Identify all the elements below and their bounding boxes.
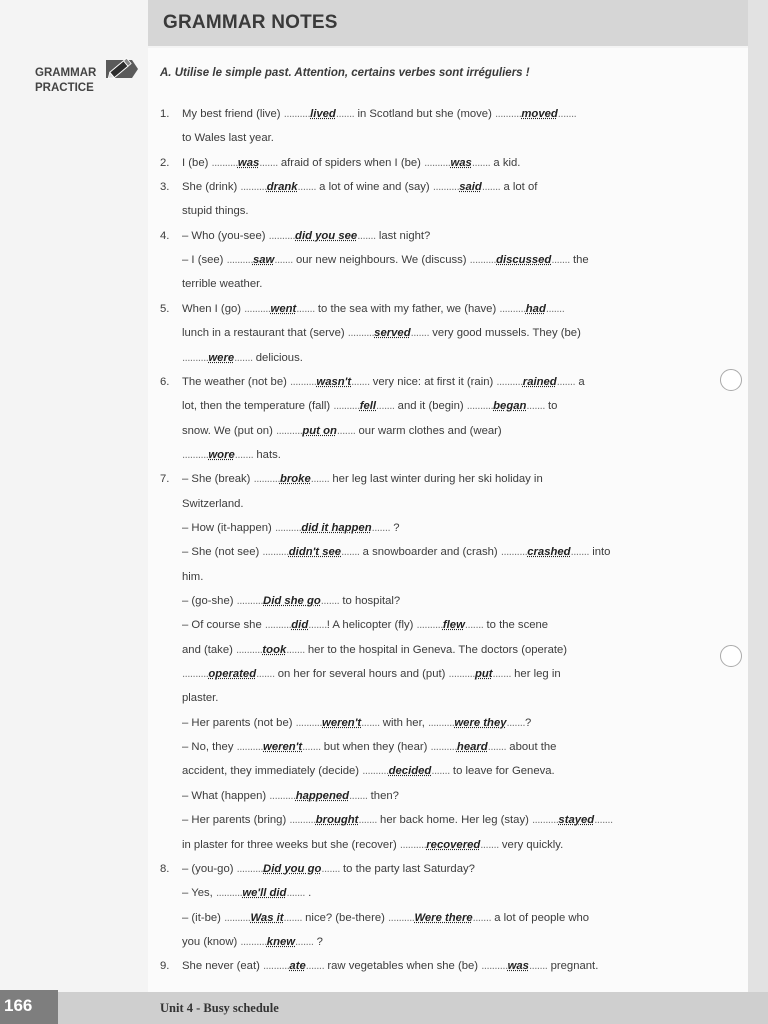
sentence-text: into bbox=[589, 546, 611, 558]
blank-trailer: ....... bbox=[321, 863, 340, 875]
blank-leader: .......... bbox=[432, 181, 460, 193]
blank-trailer: ....... bbox=[295, 936, 314, 948]
section-label-line1: GRAMMAR bbox=[35, 67, 97, 79]
blank-trailer: ....... bbox=[358, 814, 377, 826]
answer-blank[interactable]: began bbox=[493, 400, 527, 412]
exercise-line bbox=[182, 692, 218, 704]
blank-leader: .......... bbox=[182, 352, 209, 364]
blank-leader: .......... bbox=[499, 303, 526, 315]
answer-blank[interactable]: stayed bbox=[558, 814, 595, 826]
exercise-line bbox=[182, 157, 520, 169]
blank-leader: .......... bbox=[416, 619, 443, 631]
sentence-text: then? bbox=[367, 790, 399, 802]
answer-blank[interactable]: put bbox=[474, 668, 493, 680]
blank-trailer: ....... bbox=[234, 449, 254, 461]
blank-leader: .......... bbox=[268, 230, 296, 242]
blank-leader: .......... bbox=[224, 912, 251, 924]
blank-leader: .......... bbox=[182, 449, 209, 461]
blank-leader: .......... bbox=[290, 376, 317, 388]
header-margin bbox=[0, 0, 148, 46]
answer-blank[interactable]: Did you go bbox=[263, 863, 322, 875]
answer-blank[interactable]: didn't see bbox=[288, 546, 342, 558]
blank-trailer: ....... bbox=[297, 181, 317, 193]
blank-trailer: ....... bbox=[556, 376, 576, 388]
blank-trailer: ....... bbox=[357, 230, 376, 242]
exercise-line bbox=[182, 644, 567, 656]
sentence-text: and (take) bbox=[182, 644, 237, 656]
sentence-text: but when they (hear) bbox=[320, 741, 431, 753]
sentence-text: terrible weather. bbox=[182, 278, 263, 290]
answer-blank[interactable]: happened bbox=[295, 790, 350, 802]
sentence-text: . bbox=[304, 887, 312, 899]
answer-blank[interactable]: were they bbox=[454, 717, 507, 729]
sentence-text: When I (go) bbox=[182, 303, 245, 315]
exercise-line bbox=[182, 108, 576, 120]
blank-trailer: ....... bbox=[594, 814, 613, 826]
sentence-text: very good mussels. They (be) bbox=[429, 327, 581, 339]
blank-leader: .......... bbox=[253, 473, 280, 485]
blank-leader: .......... bbox=[424, 157, 451, 169]
blank-leader: .......... bbox=[240, 181, 267, 193]
sentence-text: last night? bbox=[375, 230, 431, 242]
blank-leader: .......... bbox=[430, 741, 457, 753]
exercise-line bbox=[182, 254, 589, 266]
sentence-text: plaster. bbox=[182, 692, 219, 704]
item-number: 7. bbox=[160, 473, 170, 485]
sentence-text: My best friend (live) bbox=[182, 108, 284, 120]
item-number: 6. bbox=[160, 376, 170, 388]
exercise-line bbox=[182, 205, 249, 217]
blank-leader: .......... bbox=[275, 425, 303, 437]
sentence-text: her to the hospital in Geneva. The doctors (operate) bbox=[304, 644, 568, 656]
blank-leader: .......... bbox=[466, 400, 494, 412]
sentence-text: – Yes, bbox=[182, 887, 216, 899]
sentence-text: hats. bbox=[253, 449, 281, 461]
exercise-line bbox=[182, 376, 585, 388]
answer-blank[interactable]: flew bbox=[442, 619, 465, 631]
exercise-line bbox=[182, 327, 581, 339]
blank-leader: .......... bbox=[500, 546, 528, 558]
blank-leader: .......... bbox=[295, 717, 323, 729]
sentence-text: – Who (you-see) bbox=[182, 230, 269, 242]
blank-trailer: ....... bbox=[557, 108, 577, 120]
sentence-text: a kid. bbox=[490, 157, 521, 169]
exercise-line bbox=[182, 400, 557, 412]
blank-trailer: ....... bbox=[570, 546, 590, 558]
unit-title: Unit 4 - Busy schedule bbox=[160, 1001, 279, 1015]
blank-trailer: ....... bbox=[310, 473, 330, 485]
blank-trailer: ....... bbox=[526, 400, 545, 412]
exercise-line bbox=[182, 887, 311, 899]
answer-blank[interactable]: was bbox=[507, 960, 529, 972]
sentence-text: ? bbox=[525, 717, 532, 729]
sentence-text: The weather (not be) bbox=[182, 376, 291, 388]
answer-blank[interactable]: broke bbox=[279, 473, 311, 485]
sentence-text: afraid of spiders when I (be) bbox=[277, 157, 425, 169]
answer-blank[interactable]: Were there bbox=[414, 912, 473, 924]
answer-blank[interactable]: moved bbox=[521, 108, 558, 120]
sentence-text: to the scene bbox=[483, 619, 549, 631]
sentence-text: and it (begin) bbox=[394, 400, 467, 412]
answer-blank[interactable]: had bbox=[525, 303, 546, 315]
sentence-text: – Of course she bbox=[182, 619, 265, 631]
sentence-text: – She (not see) bbox=[182, 546, 263, 558]
blank-trailer: ....... bbox=[464, 619, 484, 631]
blank-trailer: ....... bbox=[361, 717, 380, 729]
exercise-line bbox=[182, 936, 323, 948]
blank-leader: .......... bbox=[496, 376, 523, 388]
sentence-text: our warm clothes and (wear) bbox=[355, 425, 502, 437]
blank-trailer: ....... bbox=[302, 741, 321, 753]
page-number: 166 bbox=[0, 990, 58, 1024]
blank-leader: .......... bbox=[215, 887, 243, 899]
sentence-text: her leg last winter during her ski holiday in bbox=[329, 473, 543, 485]
answer-blank[interactable]: did it happen bbox=[301, 522, 372, 534]
blank-leader: .......... bbox=[236, 863, 264, 875]
sentence-text: – I (see) bbox=[182, 254, 227, 266]
sentence-text: snow. We (put on) bbox=[182, 425, 276, 437]
answer-blank[interactable]: operated bbox=[208, 668, 257, 680]
blank-leader: .......... bbox=[264, 619, 292, 631]
sentence-text: ! A helicopter (fly) bbox=[326, 619, 417, 631]
blank-trailer: ....... bbox=[351, 376, 370, 388]
sentence-text: our new neighbours. We (discuss) bbox=[292, 254, 470, 266]
answer-blank[interactable]: fell bbox=[359, 400, 377, 412]
pencil-icon bbox=[102, 52, 138, 86]
item-number: 1. bbox=[160, 108, 170, 120]
footer-band bbox=[0, 992, 768, 1024]
exercise-line bbox=[182, 595, 400, 607]
blank-leader: .......... bbox=[211, 157, 238, 169]
sentence-text: to Wales last year. bbox=[182, 132, 274, 144]
sentence-text: pregnant. bbox=[547, 960, 599, 972]
blank-trailer: ....... bbox=[431, 765, 450, 777]
sentence-text: to leave for Geneva. bbox=[449, 765, 555, 777]
sentence-text: her leg in bbox=[511, 668, 561, 680]
blank-trailer: ....... bbox=[286, 887, 305, 899]
exercise-line bbox=[182, 230, 430, 242]
sentence-text: the bbox=[569, 254, 589, 266]
blank-trailer: ....... bbox=[234, 352, 253, 364]
sentence-text: on her for several hours and (put) bbox=[274, 668, 449, 680]
sentence-text: about the bbox=[506, 741, 557, 753]
exercise-line bbox=[182, 352, 303, 364]
answer-blank[interactable]: were bbox=[208, 352, 235, 364]
answer-blank[interactable]: recovered bbox=[426, 839, 481, 851]
sentence-text: a bbox=[575, 376, 585, 388]
exercise-instruction: A. Utilise le simple past. Attention, certains verbes sont irréguliers ! bbox=[160, 67, 530, 79]
blank-leader: .......... bbox=[362, 765, 389, 777]
answer-blank[interactable]: took bbox=[262, 644, 287, 656]
sentence-text: – What (happen) bbox=[182, 790, 270, 802]
blank-trailer: ....... bbox=[308, 619, 327, 631]
section-label-line2: PRACTICE bbox=[35, 82, 94, 94]
item-number: 3. bbox=[160, 181, 170, 193]
blank-leader: .......... bbox=[262, 546, 289, 558]
sentence-text: a lot of people who bbox=[491, 912, 590, 924]
exercise-line bbox=[182, 278, 262, 290]
blank-leader: .......... bbox=[274, 522, 302, 534]
blank-leader: .......... bbox=[236, 595, 264, 607]
answer-blank[interactable]: lived bbox=[310, 108, 336, 120]
sentence-text: – Her parents (bring) bbox=[182, 814, 290, 826]
answer-blank[interactable]: drank bbox=[266, 181, 298, 193]
sentence-text: – (go-she) bbox=[182, 595, 237, 607]
binder-hole-top bbox=[720, 369, 742, 391]
exercise-line bbox=[182, 668, 561, 680]
answer-blank[interactable]: we'll did bbox=[242, 887, 287, 899]
blank-trailer: ....... bbox=[274, 254, 293, 266]
sentence-text: a lot of bbox=[500, 181, 538, 193]
blank-trailer: ....... bbox=[545, 303, 565, 315]
item-number: 5. bbox=[160, 303, 170, 315]
answer-blank[interactable]: weren't bbox=[322, 717, 362, 729]
exercise-line bbox=[182, 863, 475, 875]
sentence-text: in plaster for three weeks but she (recover) bbox=[182, 839, 400, 851]
sentence-text: delicious. bbox=[252, 352, 303, 364]
exercise-line bbox=[182, 790, 399, 802]
exercise-line bbox=[182, 498, 244, 510]
answer-blank[interactable]: was bbox=[450, 157, 472, 169]
answer-blank[interactable]: Was it bbox=[250, 912, 284, 924]
sentence-text: – (you-go) bbox=[182, 863, 237, 875]
sentence-text: to the sea with my father, we (have) bbox=[314, 303, 500, 315]
page-edge-shadow bbox=[748, 0, 768, 1024]
answer-blank[interactable]: wasn't bbox=[316, 376, 352, 388]
sentence-text: lot, then the temperature (fall) bbox=[182, 400, 334, 412]
blank-leader: .......... bbox=[399, 839, 427, 851]
answer-blank[interactable]: crashed bbox=[527, 546, 571, 558]
blank-leader: .......... bbox=[182, 668, 209, 680]
exercise-line bbox=[182, 132, 274, 144]
exercise-line bbox=[182, 303, 564, 315]
sentence-text: I (be) bbox=[182, 157, 212, 169]
blank-trailer: ....... bbox=[296, 303, 315, 315]
sentence-text: – She (break) bbox=[182, 473, 254, 485]
blank-leader: .......... bbox=[226, 254, 253, 266]
blank-leader: .......... bbox=[532, 814, 559, 826]
exercise-line bbox=[182, 546, 610, 558]
sentence-text: to bbox=[544, 400, 558, 412]
blank-leader: .......... bbox=[388, 912, 415, 924]
sentence-text: – Her parents (not be) bbox=[182, 717, 296, 729]
blank-leader: .......... bbox=[347, 327, 375, 339]
section-label bbox=[35, 66, 96, 96]
blank-leader: .......... bbox=[236, 644, 263, 656]
blank-trailer: ....... bbox=[528, 960, 548, 972]
blank-trailer: ....... bbox=[259, 157, 278, 169]
blank-trailer: ....... bbox=[410, 327, 430, 339]
exercise-line bbox=[182, 960, 598, 972]
exercise-line bbox=[182, 619, 548, 631]
sentence-text: to hospital? bbox=[339, 595, 401, 607]
blank-leader: .......... bbox=[481, 960, 508, 972]
sentence-text: ? bbox=[313, 936, 323, 948]
item-number: 2. bbox=[160, 157, 170, 169]
page-title: GRAMMAR NOTES bbox=[163, 12, 338, 33]
blank-leader: .......... bbox=[283, 108, 311, 120]
sentence-text: stupid things. bbox=[182, 205, 249, 217]
sentence-text: Switzerland. bbox=[182, 498, 244, 510]
answer-blank[interactable]: did you see bbox=[295, 230, 358, 242]
sentence-text: – How (it-happen) bbox=[182, 522, 275, 534]
exercise-line bbox=[182, 449, 281, 461]
sentence-text: – No, they bbox=[182, 741, 237, 753]
sentence-text: very quickly. bbox=[498, 839, 564, 851]
exercise-line bbox=[182, 741, 556, 753]
blank-trailer: ....... bbox=[286, 644, 305, 656]
exercise-line bbox=[182, 473, 543, 485]
sentence-text: raw vegetables when she (be) bbox=[324, 960, 482, 972]
sentence-text: her back home. Her leg (stay) bbox=[376, 814, 533, 826]
sentence-text: nice? (be-there) bbox=[302, 912, 389, 924]
blank-trailer: ....... bbox=[551, 254, 570, 266]
answer-blank[interactable]: decided bbox=[388, 765, 432, 777]
blank-leader: .......... bbox=[269, 790, 296, 802]
blank-leader: .......... bbox=[240, 936, 267, 948]
sentence-text: him. bbox=[182, 571, 204, 583]
exercise-line bbox=[182, 912, 589, 924]
blank-trailer: ....... bbox=[320, 595, 340, 607]
answer-blank[interactable]: was bbox=[237, 157, 260, 169]
sentence-text: you (know) bbox=[182, 936, 241, 948]
answer-blank[interactable]: rained bbox=[522, 376, 557, 388]
blank-trailer: ....... bbox=[472, 912, 492, 924]
blank-leader: .......... bbox=[494, 108, 522, 120]
answer-blank[interactable]: said bbox=[459, 181, 482, 193]
sentence-text: accident, they immediately (decide) bbox=[182, 765, 363, 777]
exercise-line bbox=[182, 765, 555, 777]
answer-blank[interactable]: went bbox=[270, 303, 297, 315]
answer-blank[interactable]: heard bbox=[456, 741, 488, 753]
blank-leader: .......... bbox=[448, 668, 475, 680]
answer-blank[interactable]: served bbox=[374, 327, 411, 339]
header-band bbox=[0, 0, 768, 46]
exercise-line bbox=[182, 522, 400, 534]
sentence-text: very nice: at first it (rain) bbox=[369, 376, 497, 388]
answer-blank[interactable]: ate bbox=[289, 960, 306, 972]
blank-trailer: ....... bbox=[480, 839, 499, 851]
blank-trailer: ....... bbox=[283, 912, 303, 924]
answer-blank[interactable]: did bbox=[291, 619, 309, 631]
blank-leader: .......... bbox=[289, 814, 316, 826]
blank-trailer: ....... bbox=[349, 790, 368, 802]
sentence-text: a lot of wine and (say) bbox=[316, 181, 433, 193]
sentence-text: She never (eat) bbox=[182, 960, 264, 972]
answer-blank[interactable]: weren't bbox=[263, 741, 303, 753]
blank-leader: .......... bbox=[428, 717, 455, 729]
sentence-text: ? bbox=[390, 522, 400, 534]
answer-blank[interactable]: saw bbox=[252, 254, 275, 266]
answer-blank[interactable]: wore bbox=[208, 449, 235, 461]
blank-trailer: ....... bbox=[336, 425, 356, 437]
blank-leader: .......... bbox=[244, 303, 271, 315]
binder-hole-bottom bbox=[720, 645, 742, 667]
blank-trailer: ....... bbox=[492, 668, 511, 680]
blank-trailer: ....... bbox=[506, 717, 525, 729]
blank-trailer: ....... bbox=[471, 157, 491, 169]
item-number: 8. bbox=[160, 863, 170, 875]
sentence-text: lunch in a restaurant that (serve) bbox=[182, 327, 348, 339]
exercise-line bbox=[182, 814, 613, 826]
answer-blank[interactable]: put on bbox=[302, 425, 337, 437]
answer-blank[interactable]: knew bbox=[266, 936, 296, 948]
answer-blank[interactable]: discussed bbox=[496, 254, 552, 266]
blank-trailer: ....... bbox=[256, 668, 275, 680]
sentence-text: She (drink) bbox=[182, 181, 241, 193]
exercise-line bbox=[182, 717, 531, 729]
blank-trailer: ....... bbox=[305, 960, 325, 972]
sentence-text: – (it-be) bbox=[182, 912, 225, 924]
item-number: 4. bbox=[160, 230, 170, 242]
item-number: 9. bbox=[160, 960, 170, 972]
blank-leader: .......... bbox=[236, 741, 264, 753]
exercise-line bbox=[182, 571, 203, 583]
blank-trailer: ....... bbox=[487, 741, 507, 753]
blank-trailer: ....... bbox=[481, 181, 501, 193]
sentence-text: in Scotland but she (move) bbox=[354, 108, 495, 120]
sentence-text: with her, bbox=[379, 717, 428, 729]
blank-leader: .......... bbox=[263, 960, 290, 972]
exercise-line bbox=[182, 181, 537, 193]
answer-blank[interactable]: brought bbox=[315, 814, 359, 826]
blank-leader: .......... bbox=[469, 254, 497, 266]
blank-trailer: ....... bbox=[376, 400, 395, 412]
answer-blank[interactable]: Did she go bbox=[263, 595, 321, 607]
sentence-text: to the party last Saturday? bbox=[339, 863, 475, 875]
sentence-text: a snowboarder and (crash) bbox=[359, 546, 501, 558]
blank-trailer: ....... bbox=[371, 522, 391, 534]
exercise-line bbox=[182, 839, 563, 851]
exercise-line bbox=[182, 425, 502, 437]
blank-leader: .......... bbox=[333, 400, 360, 412]
blank-trailer: ....... bbox=[335, 108, 355, 120]
blank-trailer: ....... bbox=[341, 546, 360, 558]
